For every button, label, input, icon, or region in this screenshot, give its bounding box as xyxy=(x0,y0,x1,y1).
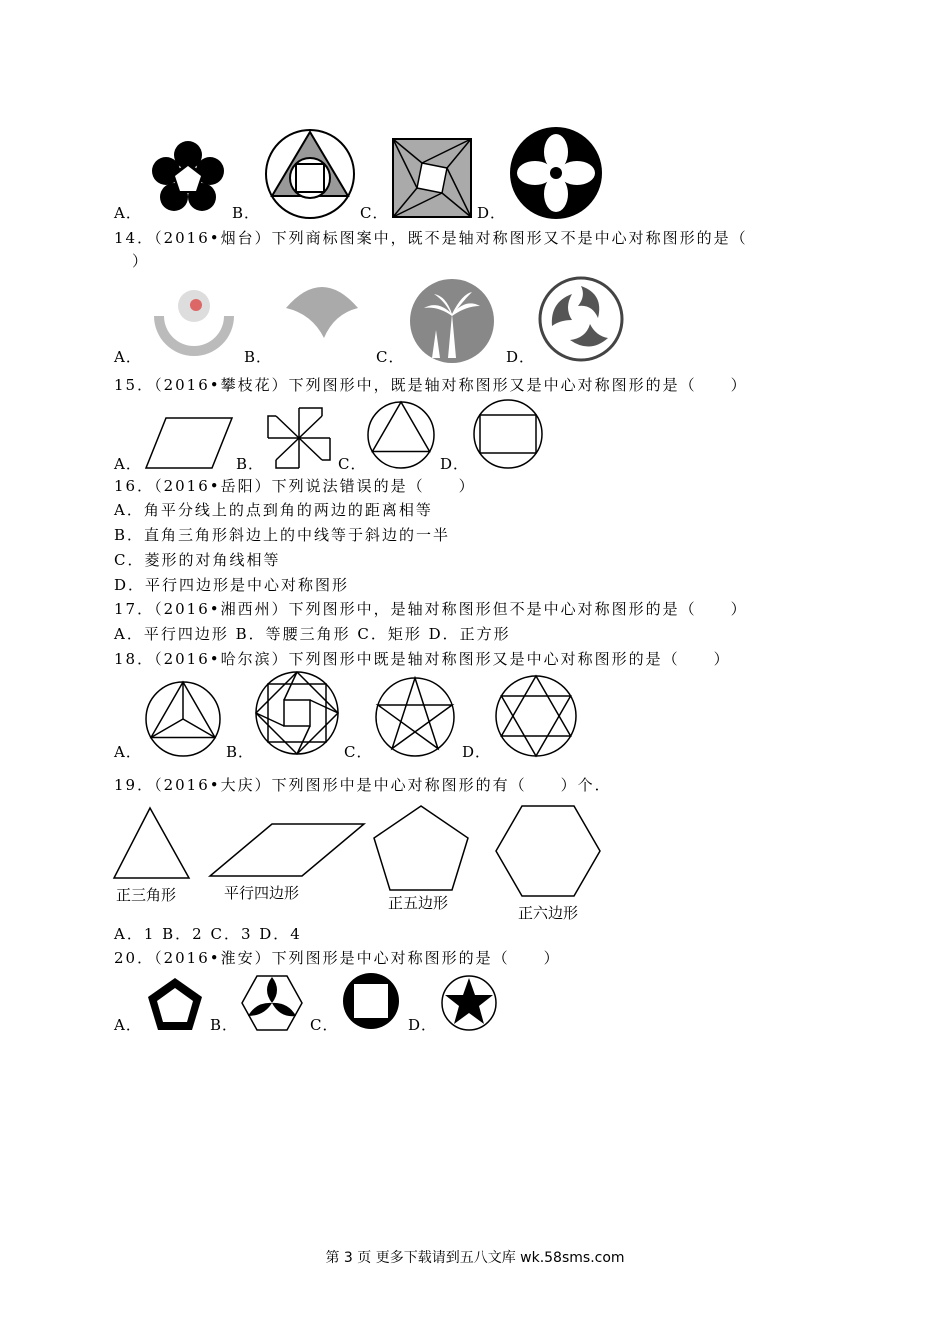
q18-figure-b-circle-squares xyxy=(254,670,340,756)
q15-option-d-label[interactable]: D． xyxy=(440,455,470,473)
q15-figure-c-circle-triangle xyxy=(366,400,436,470)
q16-stem: 16．（2016•岳阳）下列说法错误的是（ ） xyxy=(114,477,476,495)
q18-option-c-label[interactable]: C． xyxy=(344,743,373,761)
q19-choices[interactable]: A．1 B．2 C．3 D．4 xyxy=(114,925,302,943)
q19-figure-parallelogram xyxy=(208,822,366,878)
q20-figure-b-hexagon-propeller xyxy=(240,974,304,1032)
q13-figure-a-flower xyxy=(145,135,231,221)
q20-option-d-label[interactable]: D． xyxy=(408,1016,438,1034)
q20-option-b-label[interactable]: B． xyxy=(210,1016,239,1034)
q13-figure-c-square-pinwheel xyxy=(392,138,472,218)
q14-figure-d-swirl-logo xyxy=(538,276,624,362)
q19-figure-regular-pentagon xyxy=(372,804,470,892)
q15-figure-d-circle-rectangle xyxy=(472,398,544,470)
q15-figure-b-pinwheel xyxy=(266,406,332,470)
q13-option-d-label[interactable]: D． xyxy=(477,204,507,222)
q14-figure-b-fan-logo xyxy=(282,280,362,342)
page-footer[interactable]: 第 3 页 更多下载请到五八文库 wk.58sms.com xyxy=(325,1250,625,1266)
q15-option-c-label[interactable]: C． xyxy=(338,455,367,473)
q14-option-a-label[interactable]: A． xyxy=(114,348,142,366)
q19-caption-parallelogram: 平行四边形 xyxy=(224,884,300,902)
q14-stem-line1: 14．（2016•烟台）下列商标图案中，既不是轴对称图形又不是中心对称图形的是（ xyxy=(114,229,748,247)
q14-stem-line2: ） xyxy=(132,252,150,270)
q18-option-a-label[interactable]: A． xyxy=(114,743,142,761)
q17-choices[interactable]: A．平行四边形 B．等腰三角形 C．矩形 D．正方形 xyxy=(114,625,511,643)
q19-figure-regular-hexagon xyxy=(494,804,602,898)
q18-option-d-label[interactable]: D． xyxy=(462,743,492,761)
q20-figure-c-circle-square xyxy=(342,972,400,1030)
q19-caption-triangle: 正三角形 xyxy=(116,886,177,904)
q13-option-a-label[interactable]: A． xyxy=(114,204,142,222)
q14-option-b-label[interactable]: B． xyxy=(244,348,273,366)
q13-figure-d-circle-petals xyxy=(509,126,603,220)
q18-figure-c-circle-pentagram xyxy=(374,676,456,758)
q19-caption-hexagon: 正六边形 xyxy=(518,904,579,922)
q14-option-c-label[interactable]: C． xyxy=(376,348,405,366)
q15-option-a-label[interactable]: A． xyxy=(114,455,142,473)
q18-figure-a-circle-triangle-center xyxy=(144,680,222,758)
q16-choice-d[interactable]: D．平行四边形是中心对称图形 xyxy=(114,576,350,594)
q14-option-d-label[interactable]: D． xyxy=(506,348,536,366)
q20-figure-d-circle-star xyxy=(440,974,498,1032)
q16-choice-b[interactable]: B．直角三角形斜边上的中线等于斜边的一半 xyxy=(114,526,451,544)
q20-stem: 20．（2016•淮安）下列图形是中心对称图形的是（ ） xyxy=(114,949,561,967)
q14-figure-c-palm-logo xyxy=(408,278,496,364)
q20-option-c-label[interactable]: C． xyxy=(310,1016,339,1034)
q15-stem: 15．（2016•攀枝花）下列图形中，既是轴对称图形又是中心对称图形的是（ ） xyxy=(114,376,748,394)
q13-option-b-label[interactable]: B． xyxy=(232,204,261,222)
q13-figure-b-circle-triangle xyxy=(264,128,356,220)
q14-figure-a-logo xyxy=(148,284,240,364)
q18-option-b-label[interactable]: B． xyxy=(226,743,255,761)
q17-stem: 17．（2016•湘西州）下列图形中，是轴对称图形但不是中心对称图形的是（ ） xyxy=(114,600,748,618)
q20-option-a-label[interactable]: A． xyxy=(114,1016,142,1034)
q19-caption-pentagon: 正五边形 xyxy=(388,894,449,912)
q19-figure-equilateral-triangle xyxy=(112,806,192,880)
q18-stem: 18．（2016•哈尔滨）下列图形中既是轴对称图形又是中心对称图形的是（ ） xyxy=(114,650,731,668)
q18-figure-d-circle-hexagram xyxy=(494,674,578,758)
q15-figure-a-parallelogram xyxy=(144,416,234,470)
q20-figure-a-pentagon-ring xyxy=(146,976,204,1032)
q15-option-b-label[interactable]: B． xyxy=(236,455,265,473)
q16-choice-a[interactable]: A．角平分线上的点到角的两边的距离相等 xyxy=(114,501,433,519)
q19-stem: 19．（2016•大庆）下列图形中是中心对称图形的有（ ）个． xyxy=(114,776,612,794)
q13-option-c-label[interactable]: C． xyxy=(360,204,389,222)
q16-choice-c[interactable]: C．菱形的对角线相等 xyxy=(114,551,281,569)
